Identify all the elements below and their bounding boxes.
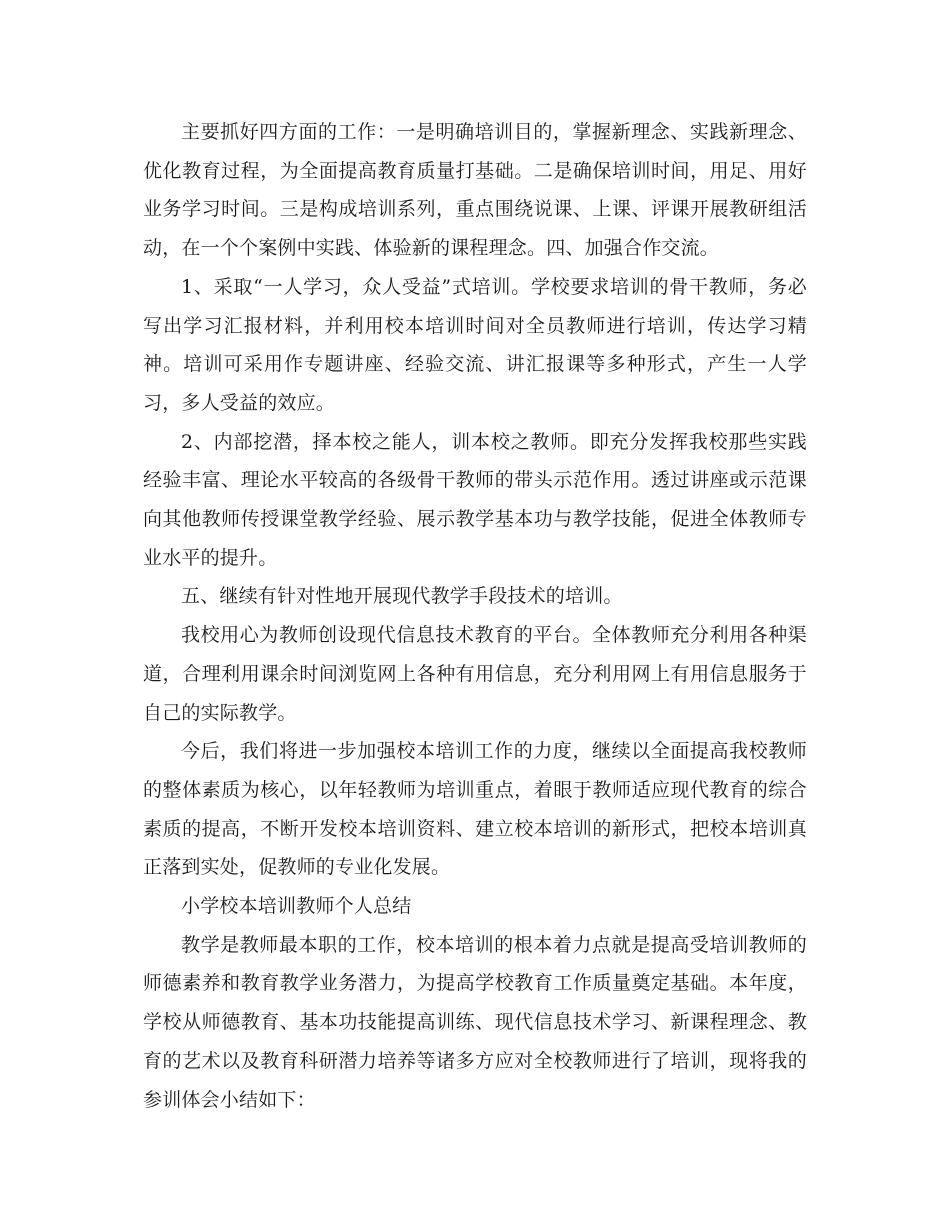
paragraph-item-1: 1、采取“一人学习，众人受益”式培训。学校要求培训的骨干教师，务必写出学习汇报材料，并利用校本培训时间对全员教师进行培训，传达学习精神。培训可采用作专题讲座、经验交流、讲汇报课等多种形式，产生一人学习，多人受益的效应。 [143, 275, 807, 414]
paragraph-it-platform: 我校用心为教师创设现代信息技术教育的平台。全体教师充分利用各种渠道，合理利用课余时间浏览网上各种有用信息，充分利用网上有用信息服务于自己的实际教学。 [143, 624, 807, 724]
section-heading-five: 五、继续有针对性地开展现代教学手段技术的培训。 [181, 585, 623, 608]
paragraph-work-focus: 主要抓好四方面的工作：一是明确培训目的，掌握新理念、实践新理念、优化教育过程，为全面提高教育质量打基础。二是确保培训时间，用足、用好业务学习时间。三是构成培训系列，重点围绕说课、上课、评课开展教研组活动，在一个个案例中实践、体验新的课程理念。四、加强合作交流。 [143, 121, 807, 260]
paragraph-summary-intro: 教学是教师最本职的工作，校本培训的根本着力点就是提高受培训教师的师德素养和教育教学业务潜力，为提高学校教育工作质量奠定基础。本年度，学校从师德教育、基本功技能提高训练、现代信息技术学习、新课程理念、教育的艺术以及教育科研潜力培养等诸多方应对全校教师进行了培训，现将我的参训体会小结如下： [143, 933, 807, 1111]
paragraph-item-2: 2、内部挖潜，择本校之能人，训本校之教师。即充分发挥我校那些实践经验丰富、理论水平较高的各级骨干教师的带头示范作用。透过讲座或示范课向其他教师传授课堂教学经验、展示教学基本功与教学技能，促进全体教师专业水平的提升。 [143, 430, 807, 569]
summary-title: 小学校本培训教师个人总结 [181, 895, 412, 918]
paragraph-future-plan: 今后，我们将进一步加强校本培训工作的力度，继续以全面提高我校教师的整体素质为核心，以年轻教师为培训重点，着眼于教师适应现代教育的综合素质的提高，不断开发校本培训资料、建立校本培训的新形式，把校本培训真正落到实处，促教师的专业化发展。 [143, 740, 807, 879]
document-body [143, 113, 807, 1119]
